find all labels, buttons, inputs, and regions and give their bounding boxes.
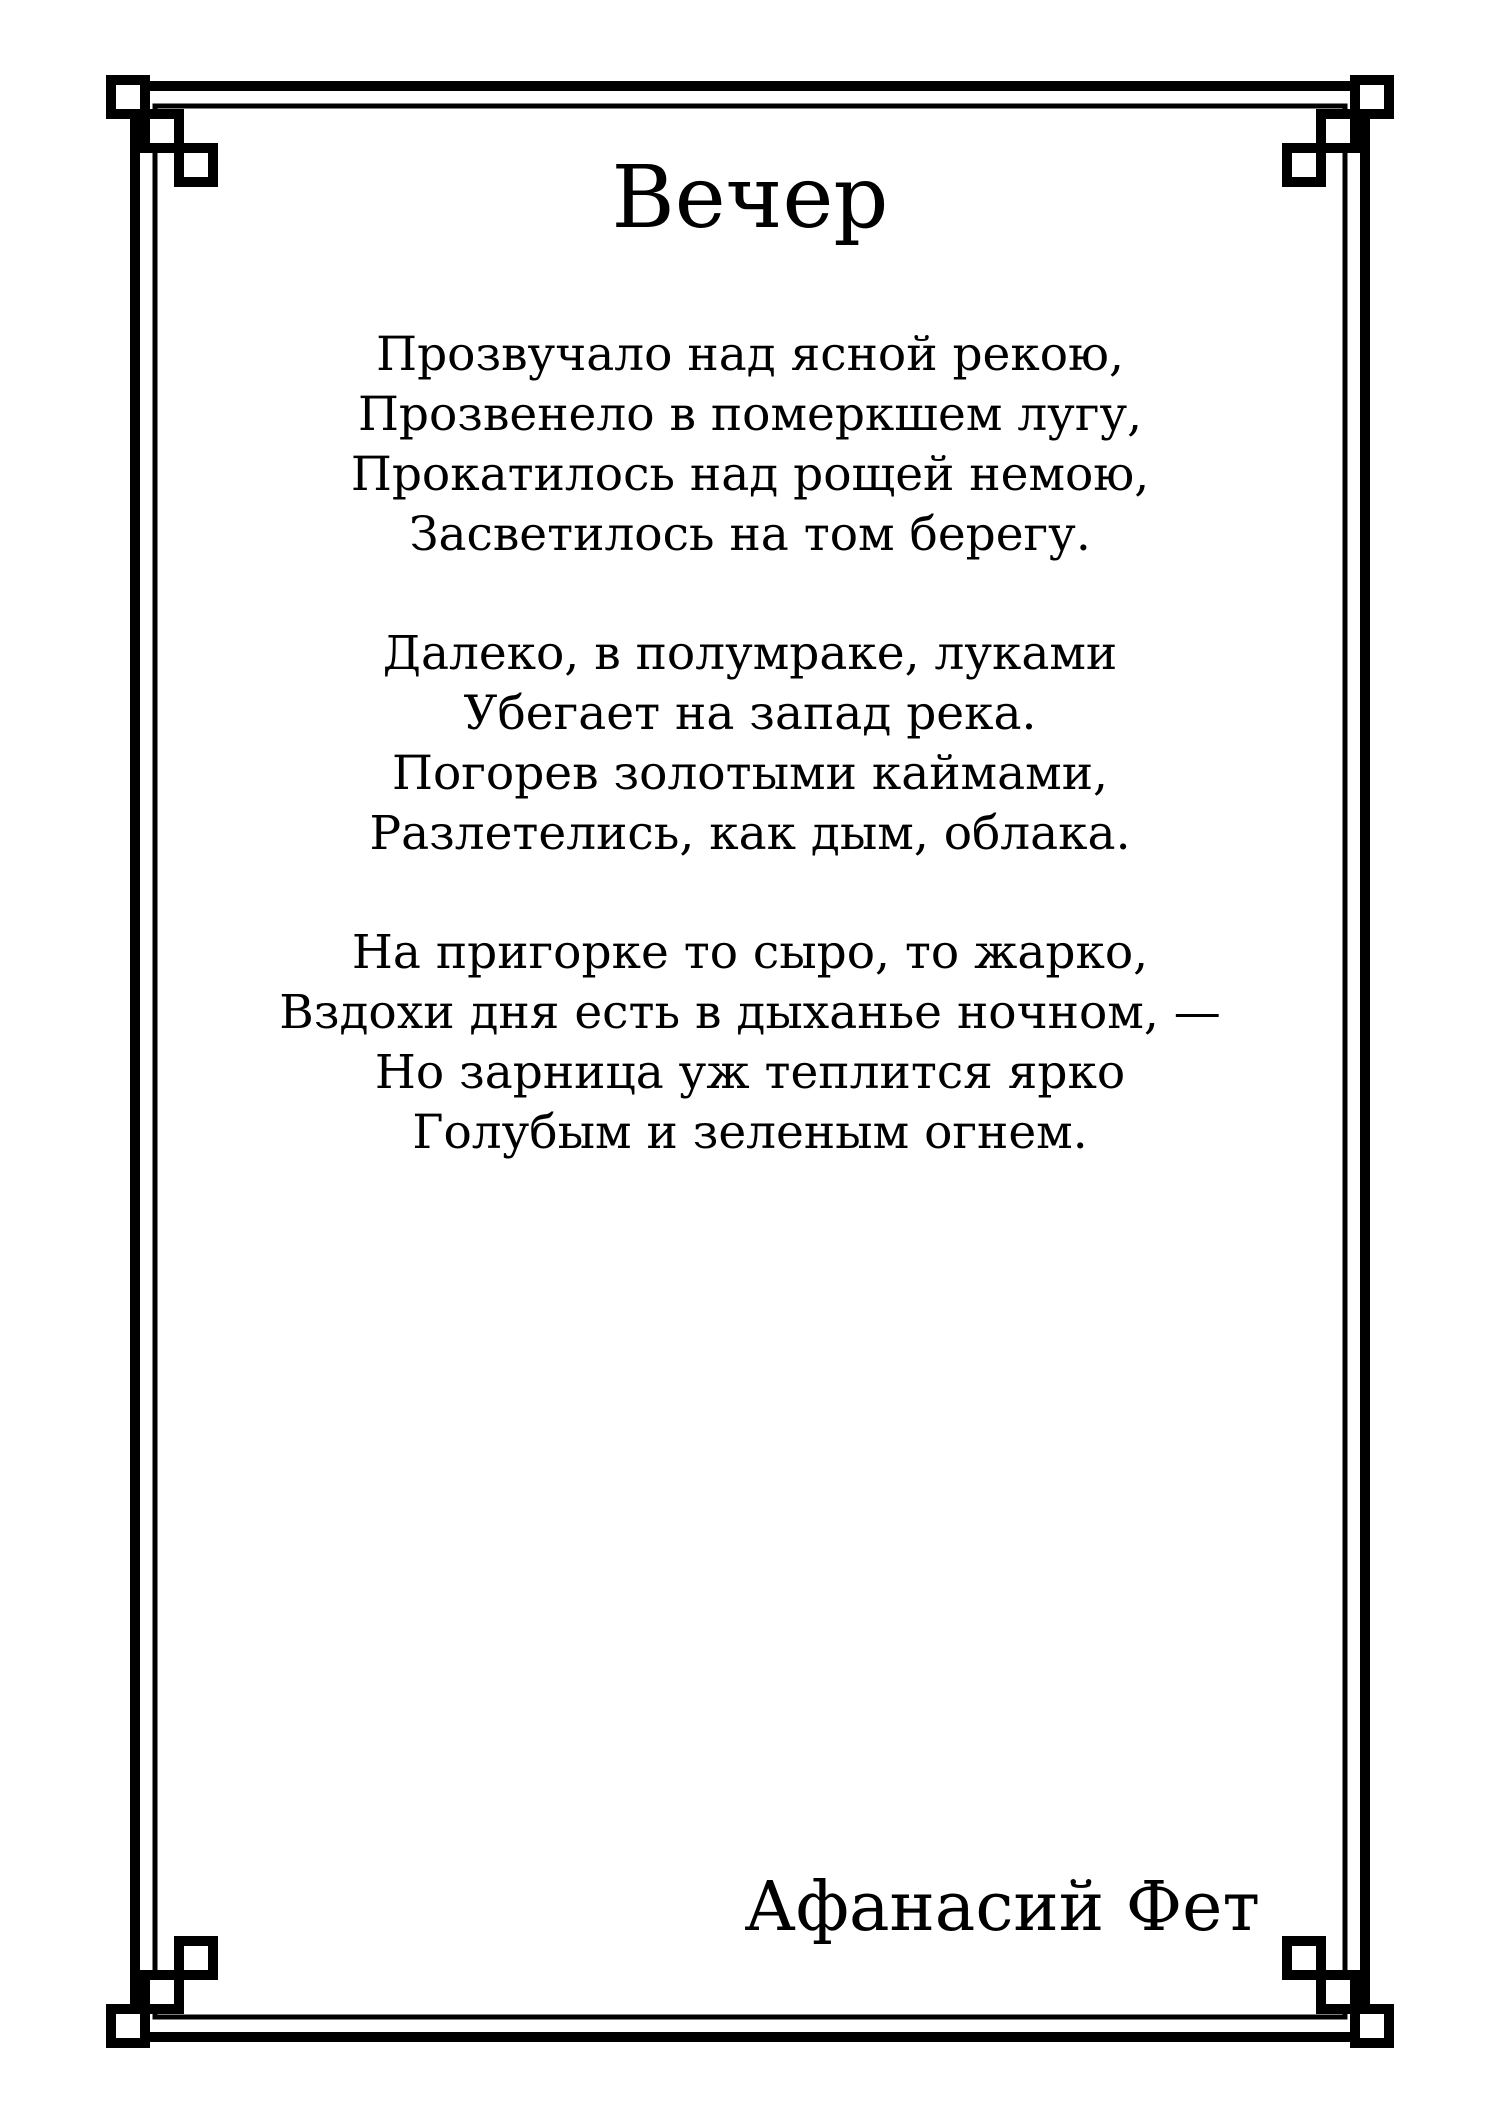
poem-line: Разлетелись, как дым, облака. — [369, 806, 1131, 861]
poem-line: Погорев золотыми каймами, — [392, 746, 1108, 801]
stanza-3 — [0, 923, 1500, 1163]
poem-line: Далеко, в полумраке, луками — [382, 626, 1118, 681]
stanza-2 — [0, 624, 1500, 864]
poem-line: Прозвучало над ясной рекою, — [376, 327, 1124, 382]
poem-line: Прокатилось над рощей немою, — [350, 447, 1150, 502]
poem-line: Голубым и зеленым огнем. — [412, 1105, 1088, 1160]
stanza-1 — [0, 325, 1500, 565]
poem-line: На пригорке то сыро, то жарко, — [351, 925, 1149, 980]
poem-line: Засветилось на том берегу. — [409, 507, 1091, 562]
poem-line: Прозвенело в померкшем лугу, — [357, 387, 1143, 442]
corner-ornament-bottom-right — [1287, 1941, 1389, 2043]
poem-title: Вечер — [611, 148, 889, 248]
author-signature: Афанасий Фет — [744, 1868, 1260, 1947]
poem-line: Убегает на запад река. — [463, 686, 1037, 741]
corner-ornament-bottom-left — [111, 1941, 213, 2043]
poem-body — [0, 325, 1500, 1222]
poem-line: Вздохи дня есть в дыханье ночном, — — [279, 985, 1221, 1040]
poem-line: Но зарница уж теплится ярко — [374, 1045, 1126, 1100]
